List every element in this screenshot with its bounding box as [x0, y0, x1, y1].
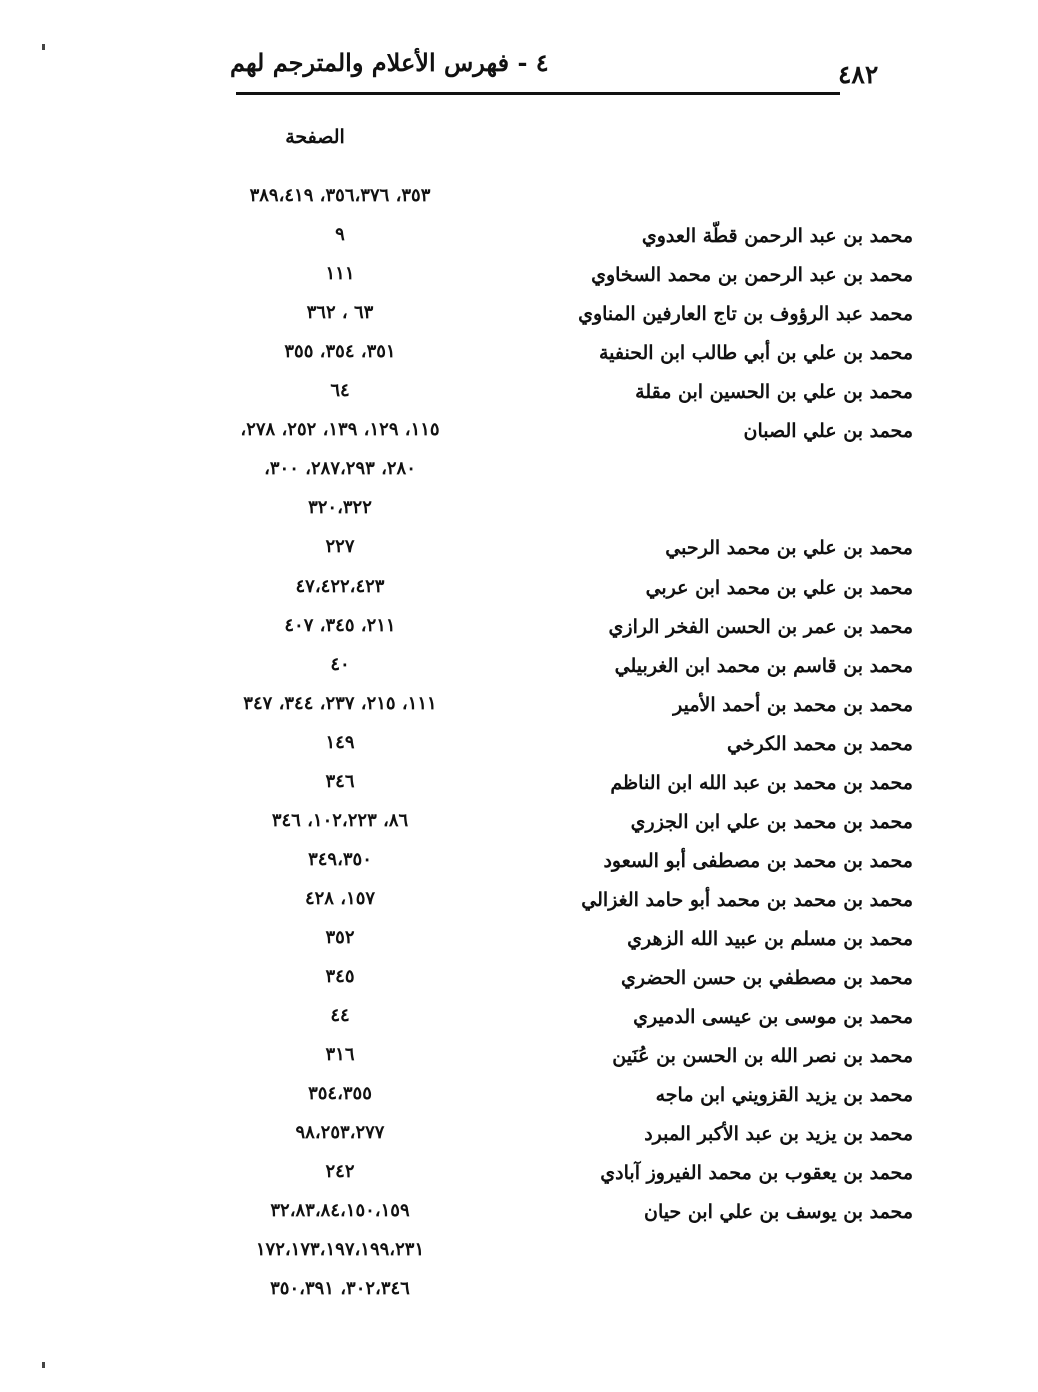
- page-number: ٤٨٢: [838, 60, 879, 89]
- entry-pages: ٣٥١، ٣٥٤، ٣٥٥: [284, 341, 396, 363]
- entry-pages: ٣٤٩،٣٥٠: [308, 848, 372, 870]
- header-rule: [236, 92, 840, 95]
- entry-pages: ١٥٧، ٤٢٨: [304, 887, 376, 909]
- entry-pages: ٣٠٢،٣٤٦، ٣٥٠،٣٩١: [270, 1278, 410, 1300]
- entry-name: محمد بن يزيد القزويني ابن ماجه: [655, 1084, 913, 1107]
- entry-pages: ١١١: [325, 263, 355, 285]
- entry-name: محمد بن يزيد بن عبد الأكبر المبرد: [644, 1123, 913, 1146]
- entry-name: محمد عبد الرؤوف بن تاج العارفين المناوي: [578, 303, 913, 326]
- entry-pages: ١١٥، ١٢٩، ١٣٩، ٢٥٢، ٢٧٨،: [240, 419, 440, 441]
- entry-name: محمد بن موسى بن عيسى الدميري: [633, 1006, 913, 1029]
- entry-pages: ٤٤: [330, 1005, 350, 1027]
- entry-pages: ٣٢٠،٣٢٢: [308, 497, 372, 519]
- entry-name: محمد بن نصر الله بن الحسن بن عُنَين: [612, 1045, 913, 1068]
- entry-pages: ٤٧،٤٢٢،٤٢٣: [295, 575, 385, 597]
- entry-name: محمد بن علي بن الحسين ابن مقلة: [635, 381, 913, 404]
- entry-pages: ٦٤: [330, 380, 350, 402]
- entry-name: محمد بن علي بن محمد ابن عربي: [645, 576, 913, 599]
- entry-pages: ٣٥٤،٣٥٥: [308, 1083, 372, 1105]
- entry-pages: ٢٢٧: [325, 536, 355, 558]
- entry-pages: ٨٦، ١٠٢،٢٢٣، ٣٤٦: [271, 809, 409, 831]
- scan-speck: [42, 1362, 45, 1368]
- entry-pages: ١٧٢،١٧٣،١٩٧،١٩٩،٢٣١: [255, 1239, 425, 1261]
- entry-name: محمد بن علي الصبان: [743, 420, 913, 443]
- entry-pages: ٣٢،٨٣،٨٤،١٥٠،١٥٩: [270, 1200, 410, 1222]
- entry-pages: ٣١٦: [325, 1044, 355, 1066]
- entry-name: محمد بن محمد بن محمد أبو حامد الغزالي: [581, 888, 913, 911]
- entry-name: محمد بن عبد الرحمن بن محمد السخاوي: [591, 264, 913, 287]
- entry-name: محمد بن علي بن محمد الرحبي: [665, 537, 913, 560]
- entry-pages: ٢١١، ٣٤٥، ٤٠٧: [284, 614, 396, 636]
- entry-name: محمد بن يوسف بن علي ابن حيان: [644, 1201, 913, 1224]
- entry-pages: ٢٤٢: [325, 1161, 355, 1183]
- entry-pages: ١١١، ٢١٥، ٢٣٧، ٣٤٤، ٣٤٧: [243, 692, 437, 714]
- entry-name: محمد بن محمد الكرخي: [726, 732, 913, 755]
- entry-pages: ١٤٩: [325, 731, 355, 753]
- entry-name: محمد بن مسلم بن عبيد الله الزهري: [627, 927, 913, 950]
- entry-name: محمد بن قاسم بن محمد ابن الغربيلي: [614, 654, 913, 677]
- entry-name: محمد بن يعقوب بن محمد الفيروز آبادي: [600, 1162, 913, 1185]
- scan-speck: [42, 44, 45, 50]
- entry-pages: ٦٣ ، ٣٦٢: [306, 302, 374, 324]
- entry-name: محمد بن محمد بن علي ابن الجزري: [630, 810, 913, 833]
- entry-pages: ٣٤٦: [325, 770, 355, 792]
- entry-pages: ٣٥٢: [325, 926, 355, 948]
- entry-name: محمد بن مصطفي بن حسن الحضري: [621, 967, 913, 989]
- entry-pages: ٩: [335, 224, 345, 246]
- entry-name: محمد بن محمد بن عبد الله ابن الناظم: [610, 771, 913, 794]
- entry-name: محمد بن عمر بن الحسن الفخر الرازي: [608, 615, 913, 638]
- entry-pages: ٤٠: [330, 653, 350, 675]
- entry-name: محمد بن محمد بن أحمد الأمير: [673, 693, 913, 716]
- entry-name: محمد بن عبد الرحمن قطّة العدوي: [641, 225, 913, 248]
- entry-name: محمد بن محمد بن مصطفى أبو السعود: [603, 849, 913, 872]
- entry-pages: ٣٤٥: [325, 966, 355, 987]
- entry-pages: ٣٥٣، ٣٥٦،٣٧٦، ٣٨٩،٤١٩: [249, 185, 431, 206]
- header-title: ٤ - فهرس الأعلام والمترجم لهم: [230, 48, 549, 77]
- page-column-heading: الصفحة: [285, 126, 345, 148]
- entry-pages: ٩٨،٢٥٣،٢٧٧: [295, 1122, 385, 1144]
- entry-name: محمد بن علي بن أبي طالب ابن الحنفية: [598, 342, 913, 365]
- entry-pages: ٢٨٠، ٢٨٧،٢٩٣، ٣٠٠،: [264, 458, 416, 480]
